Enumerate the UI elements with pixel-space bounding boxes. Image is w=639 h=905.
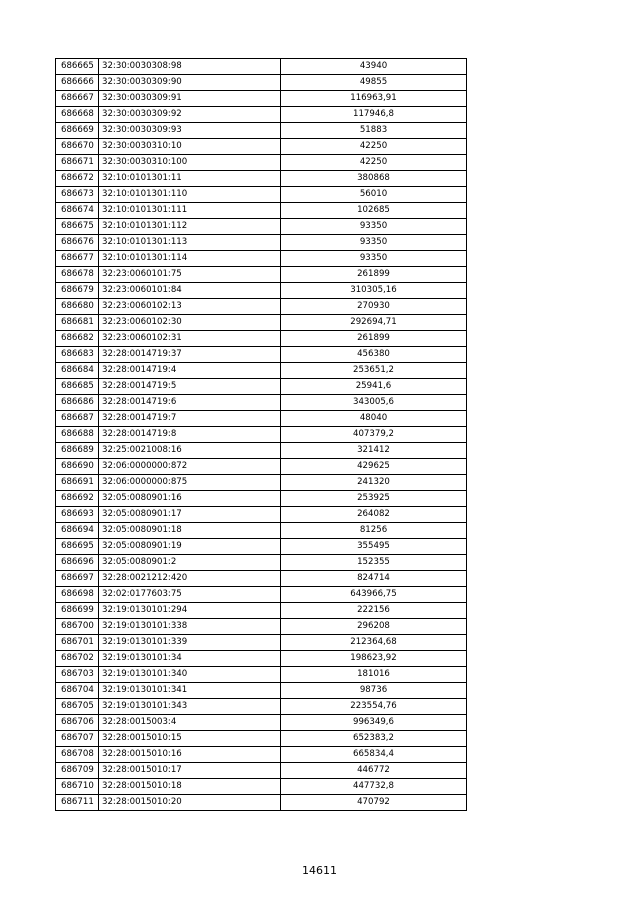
row-id-cell: 686677: [56, 251, 99, 267]
value-cell: 98736: [281, 683, 467, 699]
cadastral-number-cell: 32:23:0060101:84: [99, 283, 281, 299]
cadastral-number-cell: 32:10:0101301:114: [99, 251, 281, 267]
row-id-cell: 686671: [56, 155, 99, 171]
row-id-cell: 686672: [56, 171, 99, 187]
cadastral-number-cell: 32:23:0060102:13: [99, 299, 281, 315]
row-id-cell: 686668: [56, 107, 99, 123]
value-cell: 470792: [281, 795, 467, 811]
table-row: [56, 251, 467, 267]
table-row: [56, 171, 467, 187]
table-row: [56, 683, 467, 699]
value-cell: 261899: [281, 267, 467, 283]
value-cell: 181016: [281, 667, 467, 683]
table-row: [56, 667, 467, 683]
table-row: [56, 779, 467, 795]
cadastral-number-cell: 32:28:0014719:8: [99, 427, 281, 443]
row-id-cell: 686695: [56, 539, 99, 555]
table-row: [56, 379, 467, 395]
table-row: [56, 123, 467, 139]
cadastral-number-cell: 32:28:0015010:20: [99, 795, 281, 811]
cadastral-number-cell: 32:25:0021008:16: [99, 443, 281, 459]
cadastral-number-cell: 32:28:0015010:16: [99, 747, 281, 763]
row-id-cell: 686684: [56, 363, 99, 379]
table-row: [56, 491, 467, 507]
cadastral-number-cell: 32:10:0101301:110: [99, 187, 281, 203]
value-cell: 117946,8: [281, 107, 467, 123]
table-row: [56, 347, 467, 363]
page-number: 14611: [302, 864, 337, 877]
row-id-cell: 686689: [56, 443, 99, 459]
cadastral-number-cell: 32:05:0080901:18: [99, 523, 281, 539]
cadastral-number-cell: 32:02:0177603:75: [99, 587, 281, 603]
cadastral-number-cell: 32:28:0014719:6: [99, 395, 281, 411]
row-id-cell: 686685: [56, 379, 99, 395]
value-cell: 321412: [281, 443, 467, 459]
row-id-cell: 686693: [56, 507, 99, 523]
value-cell: 292694,71: [281, 315, 467, 331]
value-cell: 25941,6: [281, 379, 467, 395]
table-row: [56, 635, 467, 651]
table-row: [56, 315, 467, 331]
row-id-cell: 686703: [56, 667, 99, 683]
row-id-cell: 686687: [56, 411, 99, 427]
row-id-cell: 686688: [56, 427, 99, 443]
table-row: [56, 603, 467, 619]
cadastral-number-cell: 32:23:0060101:75: [99, 267, 281, 283]
value-cell: 43940: [281, 59, 467, 75]
cadastral-number-cell: 32:28:0015010:17: [99, 763, 281, 779]
row-id-cell: 686680: [56, 299, 99, 315]
table-row: [56, 107, 467, 123]
cadastral-number-cell: 32:28:0014719:5: [99, 379, 281, 395]
table-row: [56, 283, 467, 299]
row-id-cell: 686673: [56, 187, 99, 203]
cadastral-number-cell: 32:30:0030309:91: [99, 91, 281, 107]
row-id-cell: 686707: [56, 731, 99, 747]
table-row: [56, 75, 467, 91]
row-id-cell: 686697: [56, 571, 99, 587]
cadastral-number-cell: 32:06:0000000:875: [99, 475, 281, 491]
row-id-cell: 686711: [56, 795, 99, 811]
table-row: [56, 59, 467, 75]
value-cell: 343005,6: [281, 395, 467, 411]
cadastral-number-cell: 32:28:0015010:18: [99, 779, 281, 795]
row-id-cell: 686690: [56, 459, 99, 475]
row-id-cell: 686710: [56, 779, 99, 795]
cadastral-number-cell: 32:30:0030309:90: [99, 75, 281, 91]
row-id-cell: 686678: [56, 267, 99, 283]
table-row: [56, 571, 467, 587]
cadastral-number-cell: 32:30:0030310:10: [99, 139, 281, 155]
cadastral-number-cell: 32:10:0101301:111: [99, 203, 281, 219]
table-row: [56, 715, 467, 731]
value-cell: 380868: [281, 171, 467, 187]
value-cell: 93350: [281, 219, 467, 235]
row-id-cell: 686675: [56, 219, 99, 235]
table-row: [56, 267, 467, 283]
cadastral-number-cell: 32:19:0130101:341: [99, 683, 281, 699]
row-id-cell: 686699: [56, 603, 99, 619]
table-body: [56, 59, 467, 811]
value-cell: 152355: [281, 555, 467, 571]
value-cell: 407379,2: [281, 427, 467, 443]
table-row: [56, 443, 467, 459]
table-row: [56, 91, 467, 107]
row-id-cell: 686681: [56, 315, 99, 331]
cadastral-number-cell: 32:19:0130101:343: [99, 699, 281, 715]
table-row: [56, 203, 467, 219]
row-id-cell: 686682: [56, 331, 99, 347]
value-cell: 48040: [281, 411, 467, 427]
value-cell: 222156: [281, 603, 467, 619]
value-cell: 253651,2: [281, 363, 467, 379]
cadastral-number-cell: 32:05:0080901:17: [99, 507, 281, 523]
table-row: [56, 299, 467, 315]
value-cell: 93350: [281, 251, 467, 267]
table-row: [56, 427, 467, 443]
cadastral-number-cell: 32:19:0130101:338: [99, 619, 281, 635]
row-id-cell: 686691: [56, 475, 99, 491]
row-id-cell: 686686: [56, 395, 99, 411]
value-cell: 447732,8: [281, 779, 467, 795]
table-row: [56, 235, 467, 251]
value-cell: 56010: [281, 187, 467, 203]
cadastral-number-cell: 32:06:0000000:872: [99, 459, 281, 475]
row-id-cell: 686701: [56, 635, 99, 651]
cadastral-number-cell: 32:19:0130101:339: [99, 635, 281, 651]
row-id-cell: 686694: [56, 523, 99, 539]
cadastral-number-cell: 32:28:0014719:37: [99, 347, 281, 363]
cadastral-number-cell: 32:28:0014719:4: [99, 363, 281, 379]
row-id-cell: 686667: [56, 91, 99, 107]
value-cell: 261899: [281, 331, 467, 347]
row-id-cell: 686692: [56, 491, 99, 507]
value-cell: 996349,6: [281, 715, 467, 731]
table-row: [56, 555, 467, 571]
cadastral-number-cell: 32:30:0030308:98: [99, 59, 281, 75]
table-row: [56, 507, 467, 523]
value-cell: 253925: [281, 491, 467, 507]
table-row: [56, 539, 467, 555]
row-id-cell: 686705: [56, 699, 99, 715]
row-id-cell: 686679: [56, 283, 99, 299]
value-cell: 446772: [281, 763, 467, 779]
value-cell: 102685: [281, 203, 467, 219]
value-cell: 198623,92: [281, 651, 467, 667]
table-row: [56, 587, 467, 603]
data-table: [55, 58, 467, 811]
row-id-cell: 686696: [56, 555, 99, 571]
cadastral-number-cell: 32:28:0015003:4: [99, 715, 281, 731]
row-id-cell: 686670: [56, 139, 99, 155]
value-cell: 241320: [281, 475, 467, 491]
cadastral-number-cell: 32:23:0060102:30: [99, 315, 281, 331]
cadastral-number-cell: 32:10:0101301:11: [99, 171, 281, 187]
row-id-cell: 686709: [56, 763, 99, 779]
table-row: [56, 187, 467, 203]
row-id-cell: 686674: [56, 203, 99, 219]
table-row: [56, 523, 467, 539]
table-row: [56, 459, 467, 475]
value-cell: 49855: [281, 75, 467, 91]
row-id-cell: 686676: [56, 235, 99, 251]
table-row: [56, 331, 467, 347]
value-cell: 310305,16: [281, 283, 467, 299]
value-cell: 223554,76: [281, 699, 467, 715]
table-row: [56, 155, 467, 171]
row-id-cell: 686683: [56, 347, 99, 363]
value-cell: 81256: [281, 523, 467, 539]
row-id-cell: 686702: [56, 651, 99, 667]
cadastral-number-cell: 32:05:0080901:16: [99, 491, 281, 507]
cadastral-number-cell: 32:28:0015010:15: [99, 731, 281, 747]
table-row: [56, 219, 467, 235]
table-row: [56, 363, 467, 379]
cadastral-number-cell: 32:05:0080901:19: [99, 539, 281, 555]
table-row: [56, 651, 467, 667]
row-id-cell: 686665: [56, 59, 99, 75]
value-cell: 456380: [281, 347, 467, 363]
value-cell: 42250: [281, 139, 467, 155]
cadastral-number-cell: 32:28:0021212:420: [99, 571, 281, 587]
table-row: [56, 731, 467, 747]
value-cell: 429625: [281, 459, 467, 475]
row-id-cell: 686669: [56, 123, 99, 139]
row-id-cell: 686698: [56, 587, 99, 603]
row-id-cell: 686700: [56, 619, 99, 635]
value-cell: 116963,91: [281, 91, 467, 107]
value-cell: 652383,2: [281, 731, 467, 747]
cadastral-number-cell: 32:10:0101301:112: [99, 219, 281, 235]
cadastral-number-cell: 32:23:0060102:31: [99, 331, 281, 347]
row-id-cell: 686706: [56, 715, 99, 731]
cadastral-number-cell: 32:19:0130101:34: [99, 651, 281, 667]
row-id-cell: 686704: [56, 683, 99, 699]
value-cell: 93350: [281, 235, 467, 251]
cadastral-number-cell: 32:19:0130101:294: [99, 603, 281, 619]
table-row: [56, 699, 467, 715]
cadastral-number-cell: 32:30:0030310:100: [99, 155, 281, 171]
cadastral-number-cell: 32:28:0014719:7: [99, 411, 281, 427]
table-row: [56, 475, 467, 491]
table-row: [56, 139, 467, 155]
value-cell: 270930: [281, 299, 467, 315]
value-cell: 51883: [281, 123, 467, 139]
table-row: [56, 795, 467, 811]
table-row: [56, 763, 467, 779]
value-cell: 296208: [281, 619, 467, 635]
value-cell: 212364,68: [281, 635, 467, 651]
table-row: [56, 395, 467, 411]
table-row: [56, 411, 467, 427]
value-cell: 42250: [281, 155, 467, 171]
cadastral-number-cell: 32:10:0101301:113: [99, 235, 281, 251]
value-cell: 824714: [281, 571, 467, 587]
cadastral-number-cell: 32:30:0030309:93: [99, 123, 281, 139]
value-cell: 355495: [281, 539, 467, 555]
value-cell: 665834,4: [281, 747, 467, 763]
value-cell: 643966,75: [281, 587, 467, 603]
cadastral-number-cell: 32:19:0130101:340: [99, 667, 281, 683]
row-id-cell: 686708: [56, 747, 99, 763]
table-row: [56, 619, 467, 635]
table-row: [56, 747, 467, 763]
cadastral-number-cell: 32:30:0030309:92: [99, 107, 281, 123]
value-cell: 264082: [281, 507, 467, 523]
row-id-cell: 686666: [56, 75, 99, 91]
cadastral-number-cell: 32:05:0080901:2: [99, 555, 281, 571]
